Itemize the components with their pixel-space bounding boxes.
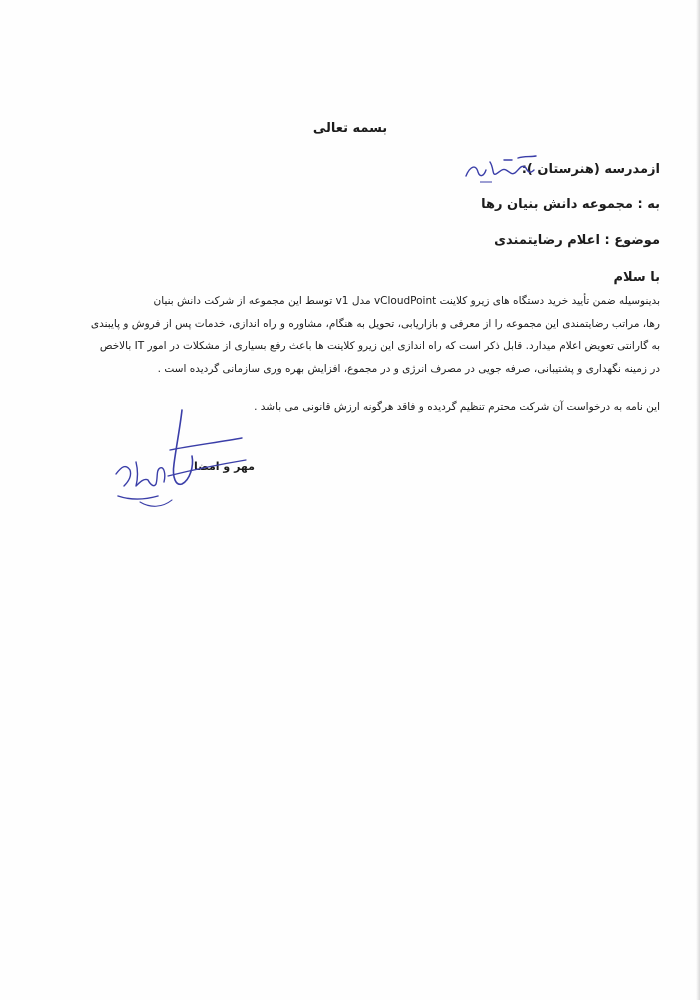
handwritten-signature xyxy=(110,404,250,514)
letter-title: بسمه تعالی xyxy=(312,121,388,136)
signature-label: مهر و امضا xyxy=(194,460,255,473)
body-line: این نامه به درخواست آن شرکت محترم تنظیم گردیده و فاقد هرگونه ارزش قانونی می باشد . xyxy=(254,401,660,413)
handwritten-school-name xyxy=(460,154,540,184)
body-line: رها، مراتب رضایتمندی این مجموعه را از معرفی و بازاریابی، تحویل به هنگام، مشاوره و راه اندازی، خدمات پس از فروش و پایبندی xyxy=(90,317,660,330)
subject-line: موضوع : اعلام رضایتمندی xyxy=(494,233,660,248)
page-edge-shadow xyxy=(696,0,700,1000)
recipient-line: به : مجموعه دانش بنیان رها xyxy=(481,197,660,212)
body-line: در زمینه نگهداری و پشتیبانی، صرفه جویی در مصرف انرژی و در مجموع، افزایش بهره وری سازمانی گردیده است . xyxy=(157,363,660,376)
body-paragraph-1 xyxy=(50,290,660,381)
from-line: ازمدرسه (هنرستان ): xyxy=(521,162,660,177)
body-line: به گارانتی تعویض اعلام میدارد. قابل ذکر است که راه اندازی این زیرو کلاینت ها باعث رفع بسیاری از مشکلات در امور IT بالاخص xyxy=(99,340,660,353)
greeting: با سلام xyxy=(613,270,660,285)
body-line: بدینوسیله ضمن تأیید خرید دستگاه های زیرو کلاینت vCloudPoint مدل v1 توسط این مجموعه از شرکت دانش بنیان xyxy=(153,295,660,307)
